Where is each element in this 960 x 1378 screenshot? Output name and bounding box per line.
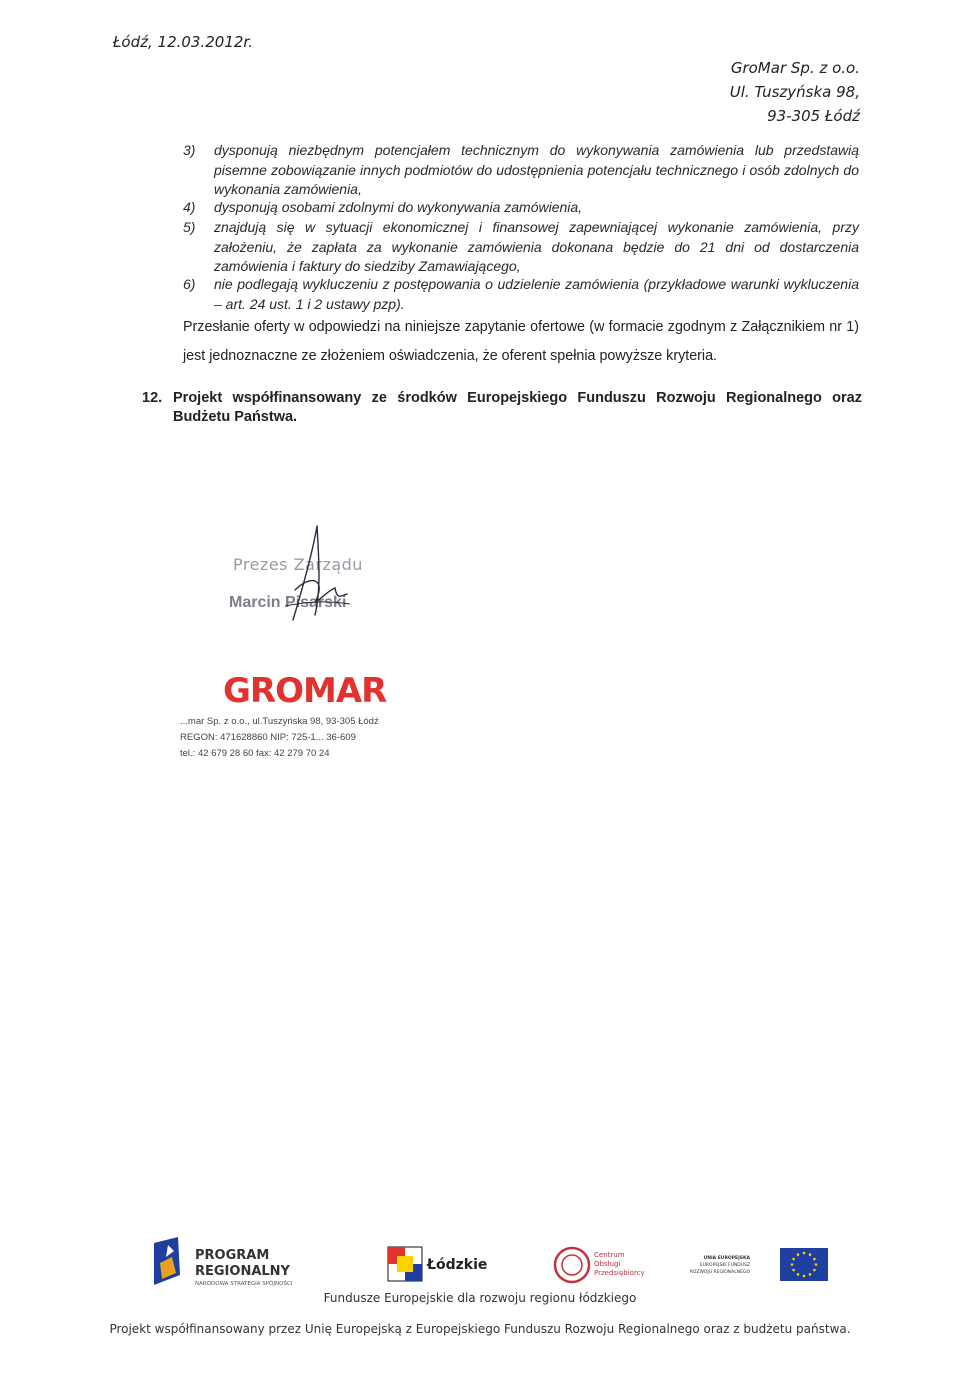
condition-text: dysponują niezbędnym potencjałem technicznym do wykonywania zamówienia lub przedstawią pisemne zobowiązanie innych podmiotów do udostępnienia potencjału technicznego i osób zdolnych do wykonania zamówienia, xyxy=(214,142,859,197)
stamp-name: Marcin Pisarski xyxy=(229,594,347,611)
centrum-line1: Centrum xyxy=(594,1251,625,1259)
program-line2: REGIONALNY xyxy=(195,1264,290,1279)
company-stamp-text xyxy=(180,714,379,762)
program-regionalny-logo xyxy=(154,1237,293,1287)
condition-item-3 xyxy=(183,141,859,200)
lodzkie-logo xyxy=(388,1247,487,1281)
eu-line3: ROZWOJU REGIONALNEGO xyxy=(689,1270,750,1275)
centrum-line2: Obsługi xyxy=(594,1260,621,1268)
handwritten-signature xyxy=(255,520,385,640)
condition-text: znajdują się w sytuacji ekonomicznej i finansowej zapewniającej wykonanie zamówienia, przy założeniu, że zapłata za wykonanie zamówienia dokonana będzie do 21 dni od dostarczenia zamówienia i faktury do siedziby Zamawiającego, xyxy=(214,219,859,274)
gromar-logo xyxy=(205,670,415,715)
eu-line1: UNIA EUROPEJSKA xyxy=(703,1256,750,1261)
lodzkie-text: Łódzkie xyxy=(427,1257,488,1273)
stamp-line-address: ...mar Sp. z o.o., ul.Tuszyńska 98, 93-305 Łódź xyxy=(180,716,379,727)
stamp-line-ids: REGON: 471628860 NIP: 725-1... 36-609 xyxy=(180,732,356,743)
offer-statement-paragraph: Przesłanie oferty w odpowiedzi na niniejsze zapytanie ofertowe (w formacie zgodnym z Załącznikiem nr 1) jest jednoznaczne ze złożeniem oświadczenia, że oferent spełnia powyższe kryteria. xyxy=(183,319,859,364)
centrum-line3: Przedsiębiorcy xyxy=(594,1269,645,1277)
condition-number: 3) xyxy=(183,142,196,158)
section-12 xyxy=(142,389,862,427)
condition-number: 5) xyxy=(183,219,196,235)
condition-item-5 xyxy=(183,218,859,277)
stamp-title: Prezes Zarządu xyxy=(233,555,363,574)
condition-number: 4) xyxy=(183,199,196,215)
stamp-line-phone: tel.: 42 679 28 60 fax: 42 279 70 24 xyxy=(180,748,330,759)
centrum-obslugi-logo xyxy=(555,1248,645,1282)
gromar-logo-text: GROMAR xyxy=(223,671,387,711)
section-text: Projekt współfinansowany ze środków Europejskiego Funduszu Rozwoju Regionalnego oraz Budżetu Państwa. xyxy=(173,390,862,425)
section-number: 12. xyxy=(142,390,163,406)
condition-text: dysponują osobami zdolnymi do wykonywania zamówienia, xyxy=(214,199,583,215)
condition-item-6 xyxy=(183,275,859,314)
footer-cofinancing-note: Projekt współfinansowany przez Unię Europejską z Europejskiego Funduszu Rozwoju Regionalnego oraz z budżetu państwa. xyxy=(109,1322,851,1336)
document-date: Łódź, 12.03.2012r. xyxy=(113,33,253,51)
condition-item-4 xyxy=(183,198,859,218)
company-address-block xyxy=(730,56,860,128)
funds-caption: Fundusze Europejskie dla rozwoju regionu łódzkiego xyxy=(323,1291,637,1305)
condition-text: nie podlegają wykluczeniu z postępowania o udzielenie zamówienia (przykładowe warunki wykluczenia – art. 24 ust. 1 i 2 ustawy pzp). xyxy=(214,276,859,312)
footer-logos xyxy=(150,1235,840,1295)
eu-line2: EUROPEJSKI FUNDUSZ xyxy=(699,1263,750,1268)
eu-logo xyxy=(690,1248,828,1281)
program-line1: PROGRAM xyxy=(195,1248,270,1263)
company-street: Ul. Tuszyńska 98, xyxy=(729,83,860,101)
company-name: GroMar Sp. z o.o. xyxy=(730,59,860,77)
program-line3: NARODOWA STRATEGIA SPÓJNOŚCI xyxy=(195,1281,293,1287)
company-city: 93-305 Łódź xyxy=(767,107,860,125)
condition-number: 6) xyxy=(183,276,196,292)
